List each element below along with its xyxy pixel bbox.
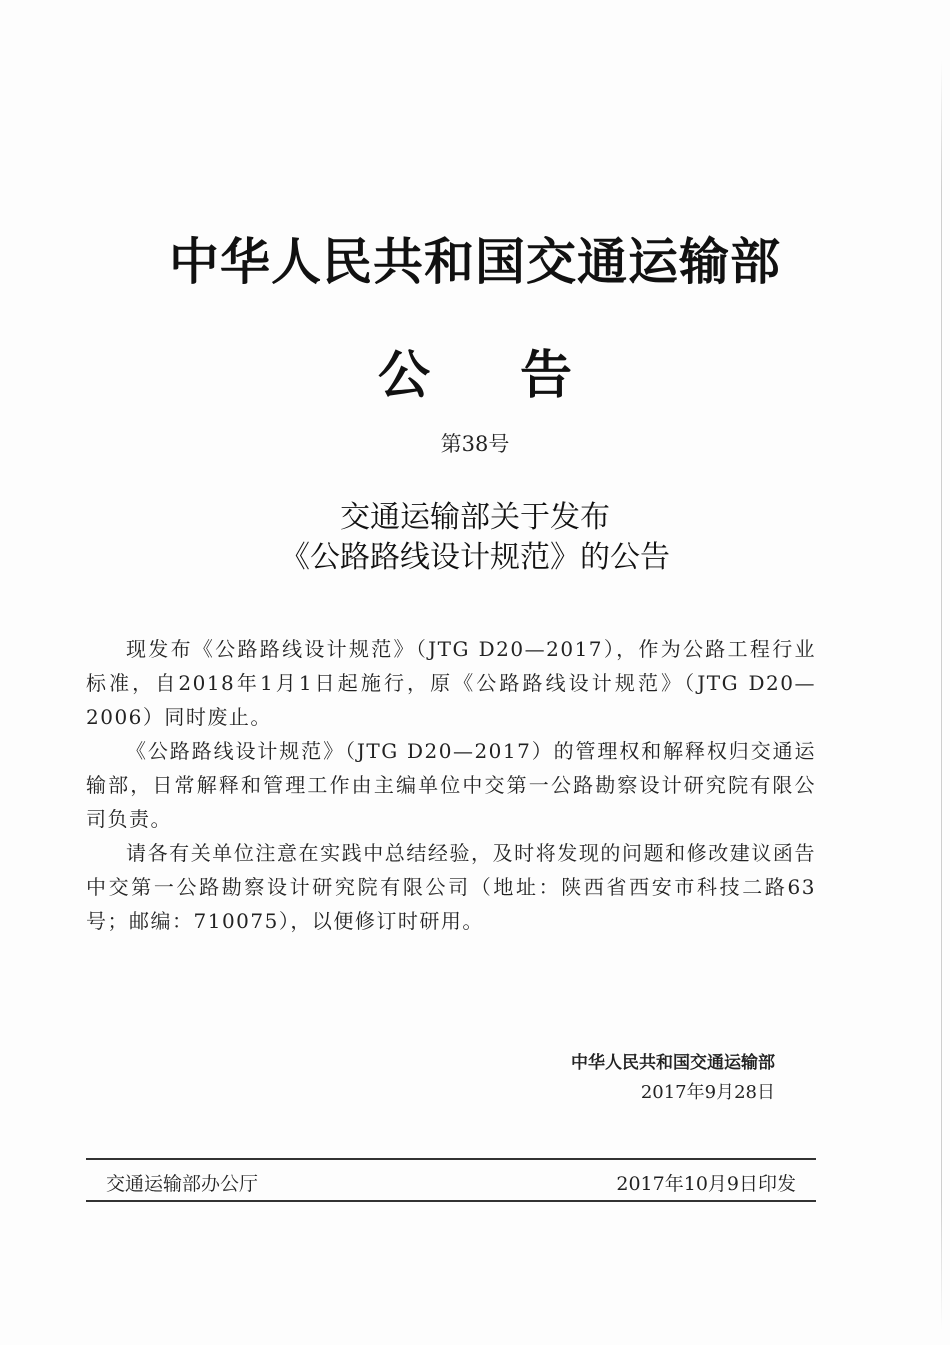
signature-block: [571, 1048, 775, 1108]
body-paragraph: 现发布《公路路线设计规范》（JTG D20—2017），作为公路工程行业标准，自2018年1月1日起施行，原《公路路线设计规范》（JTG D20—2006）同时废止。: [86, 637, 816, 729]
footer-rule-top: [86, 1158, 816, 1160]
signature-org: 中华人民共和国交通运输部: [571, 1053, 775, 1073]
body-paragraph: 《公路路线设计规范》（JTG D20—2017）的管理权和解释权归交通运输部，日常解释和管理工作由主编单位中交第一公路勘察设计研究院有限公司负责。: [86, 739, 816, 831]
signature-date: 2017年9月28日: [640, 1082, 775, 1103]
announcement-number: 第38号: [440, 432, 510, 456]
document-title: [0, 498, 950, 578]
body-paragraph: 请各有关单位注意在实践中总结经验，及时将发现的问题和修改建议函告中交第一公路勘察设计研究院有限公司（地址：陕西省西安市科技二路63号；邮编：710075），以便修订时研用。: [86, 841, 816, 933]
ministry-heading: 中华人民共和国交通运输部: [169, 233, 781, 291]
title-line-2: 《公路路线设计规范》的公告: [280, 540, 670, 575]
footer-print-date: 2017年10月9日印发: [616, 1173, 796, 1195]
announcement-heading: 公告: [377, 346, 662, 406]
document-body: [86, 632, 816, 938]
footer: [106, 1169, 796, 1196]
title-line-1: 交通运输部关于发布: [340, 500, 610, 535]
footer-issuer: 交通运输部办公厅: [106, 1173, 259, 1195]
footer-rule-bottom: [86, 1200, 816, 1202]
